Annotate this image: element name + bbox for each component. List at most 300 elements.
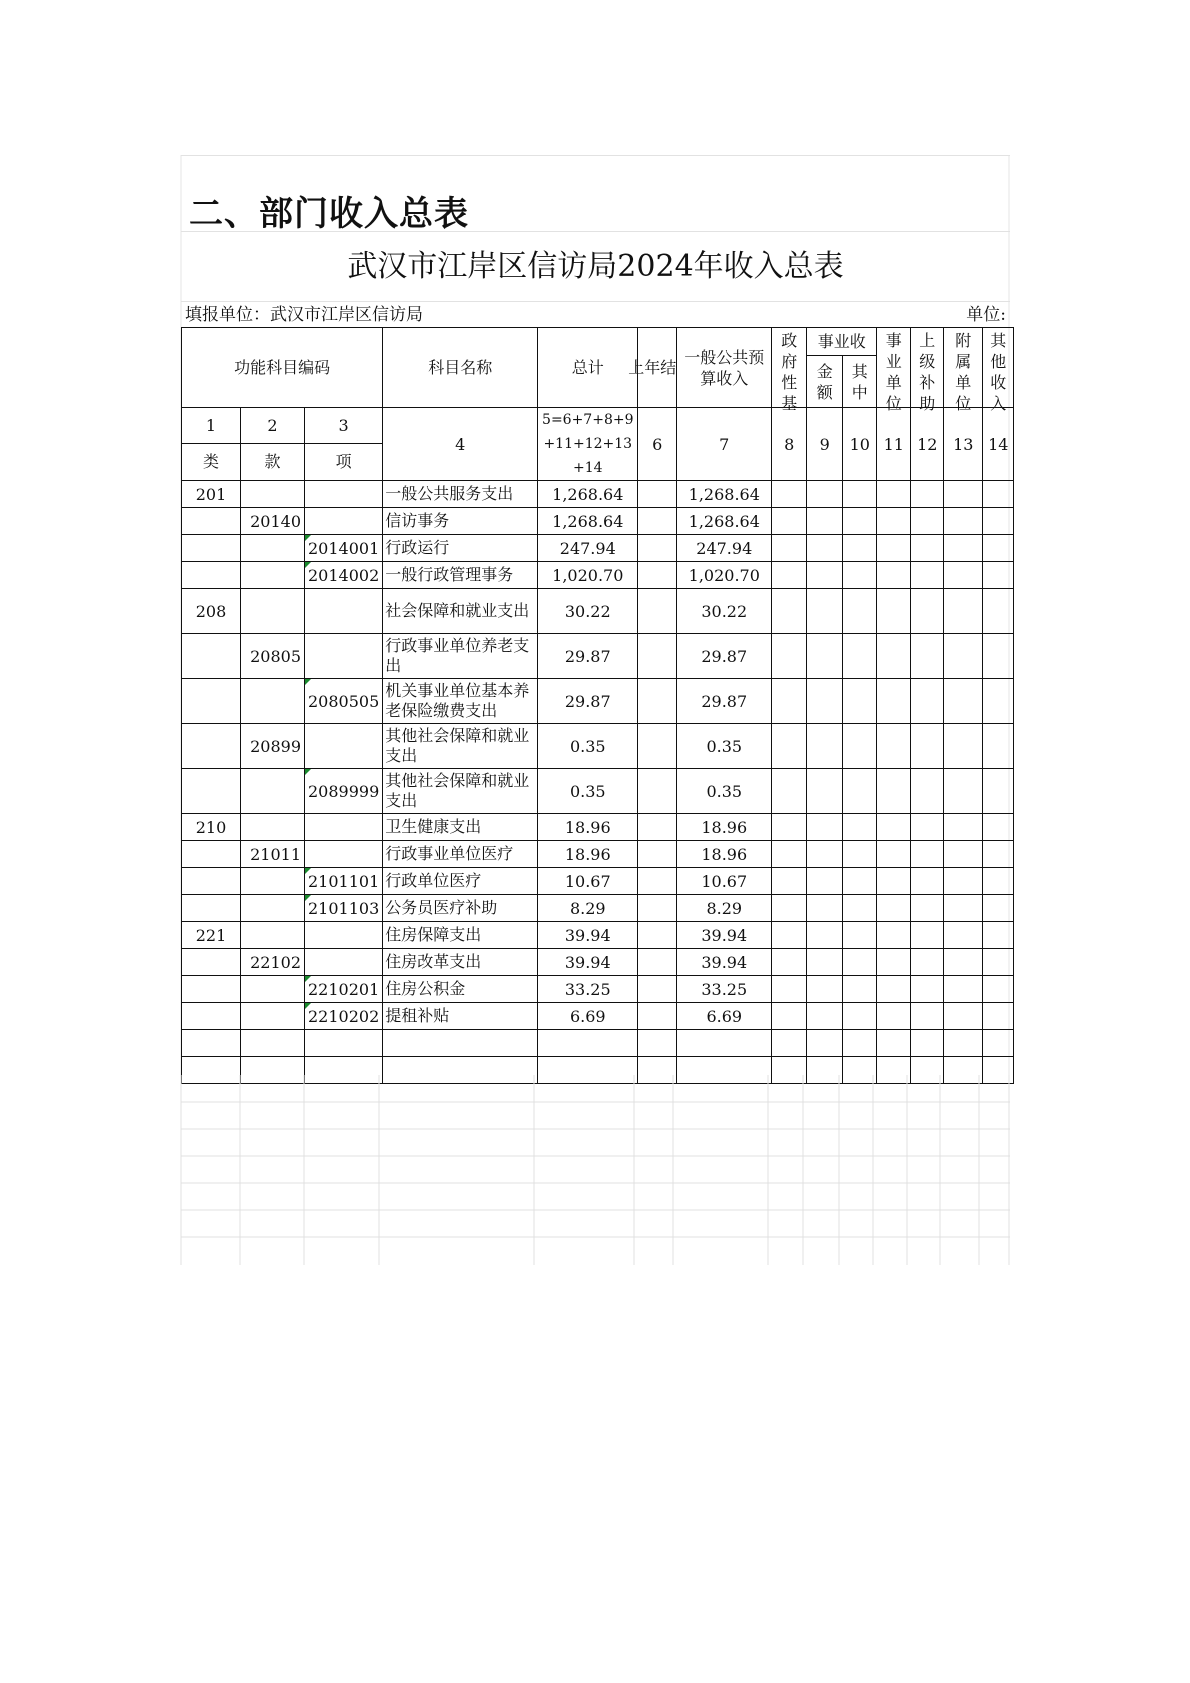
cell-xiang: 2101101 (305, 868, 383, 895)
cell-other-income (983, 589, 1014, 634)
cell-carry (638, 1030, 677, 1057)
cell-career-of-which (843, 508, 877, 535)
cell-affil-unit (944, 508, 983, 535)
cell-lei: 221 (182, 922, 241, 949)
unit-row (181, 301, 1010, 328)
header-affil-unit (944, 328, 983, 413)
cell-gov-fund (772, 922, 807, 949)
cell-other-income (983, 868, 1014, 895)
cell-career-of-which (843, 724, 877, 769)
cell-upper-subsidy (911, 976, 944, 1003)
cell-general-budget: 33.25 (677, 976, 772, 1003)
cell-career-of-which (843, 535, 877, 562)
table-row (182, 769, 1014, 814)
cell-affil-unit (944, 868, 983, 895)
cell-career-unit (877, 949, 911, 976)
cell-total: 18.96 (538, 814, 638, 841)
cell-carry (638, 508, 677, 535)
header-carry (628, 328, 677, 408)
cell-career-amount (807, 589, 843, 634)
cell-upper-subsidy (911, 895, 944, 922)
table-row (182, 562, 1014, 589)
cell-upper-subsidy (911, 724, 944, 769)
table-row (182, 634, 1014, 679)
cell-affil-unit (944, 841, 983, 868)
cell-general-budget: 10.67 (677, 868, 772, 895)
cell-general-budget: 1,020.70 (677, 562, 772, 589)
table-row (182, 724, 1014, 769)
cell-career-unit (877, 535, 911, 562)
cell-lei (182, 895, 241, 922)
cell-general-budget: 247.94 (677, 535, 772, 562)
cell-total: 6.69 (538, 1003, 638, 1030)
cell-career-unit (877, 868, 911, 895)
cell-carry (638, 922, 677, 949)
table-row (182, 841, 1014, 868)
cell-career-amount (807, 769, 843, 814)
cell-other-income (983, 508, 1014, 535)
cell-gov-fund (772, 562, 807, 589)
cell-gov-fund (772, 814, 807, 841)
cell-career-of-which (843, 814, 877, 841)
cell-career-amount (807, 562, 843, 589)
cell-gov-fund (772, 724, 807, 769)
cell-other-income (983, 562, 1014, 589)
cell-other-income (983, 949, 1014, 976)
income-table (181, 327, 1014, 1084)
cell-kuan (241, 679, 305, 724)
cell-kuan (241, 895, 305, 922)
cell-general-budget: 29.87 (677, 679, 772, 724)
header-num-13: 13 (944, 408, 983, 481)
table-row (182, 589, 1014, 634)
cell-general-budget: 29.87 (677, 634, 772, 679)
cell-gov-fund (772, 589, 807, 634)
cell-career-unit (877, 841, 911, 868)
cell-career-unit (877, 1003, 911, 1030)
cell-carry (638, 814, 677, 841)
cell-total: 8.29 (538, 895, 638, 922)
cell-other-income (983, 634, 1014, 679)
cell-subject-name: 一般行政管理事务 (383, 562, 538, 589)
header-subject-name: 科目名称 (383, 328, 538, 408)
cell-carry (638, 769, 677, 814)
cell-career-amount (807, 508, 843, 535)
header-career-income: 事业收 (807, 328, 877, 356)
header-total: 总计 (538, 328, 638, 408)
cell-upper-subsidy (911, 679, 944, 724)
header-general-budget: 一般公共预算收入 (677, 328, 772, 408)
cell-kuan: 20140 (241, 508, 305, 535)
table-row (182, 895, 1014, 922)
cell-career-of-which (843, 679, 877, 724)
cell-affil-unit (944, 976, 983, 1003)
cell-subject-name: 其他社会保障和就业支出 (383, 724, 538, 769)
cell-total: 18.96 (538, 841, 638, 868)
cell-subject-name: 行政事业单位医疗 (383, 841, 538, 868)
cell-career-unit (877, 508, 911, 535)
cell-gov-fund (772, 1003, 807, 1030)
cell-career-amount (807, 949, 843, 976)
cell-career-of-which (843, 922, 877, 949)
cell-kuan (241, 1003, 305, 1030)
cell-career-unit (877, 769, 911, 814)
table-row (182, 679, 1014, 724)
cell-gov-fund (772, 1030, 807, 1057)
cell-career-unit (877, 1030, 911, 1057)
cell-career-amount (807, 814, 843, 841)
cell-other-income (983, 841, 1014, 868)
cell-subject-name: 行政运行 (383, 535, 538, 562)
cell-career-unit (877, 562, 911, 589)
table-row (182, 814, 1014, 841)
header-upper-subsidy (911, 328, 944, 413)
cell-affil-unit (944, 535, 983, 562)
header-num-8: 8 (772, 408, 807, 481)
cell-xiang (305, 589, 383, 634)
table-row (182, 868, 1014, 895)
header-num-10: 10 (843, 408, 877, 481)
cell-lei (182, 868, 241, 895)
cell-gov-fund (772, 508, 807, 535)
empty-grid (181, 1075, 1010, 1265)
cell-gov-fund (772, 895, 807, 922)
cell-xiang: 2210202 (305, 1003, 383, 1030)
cell-xiang (305, 508, 383, 535)
cell-other-income (983, 481, 1014, 508)
cell-total: 10.67 (538, 868, 638, 895)
cell-kuan: 22102 (241, 949, 305, 976)
header-amount (807, 356, 843, 408)
cell-career-of-which (843, 1030, 877, 1057)
cell-affil-unit (944, 679, 983, 724)
cell-xiang (305, 922, 383, 949)
cell-carry (638, 589, 677, 634)
cell-upper-subsidy (911, 535, 944, 562)
cell-lei (182, 769, 241, 814)
cell-career-unit (877, 895, 911, 922)
cell-other-income (983, 922, 1014, 949)
header-num-12: 12 (911, 408, 944, 481)
cell-carry (638, 868, 677, 895)
cell-carry (638, 535, 677, 562)
header-other-income-text: 其他收入 (990, 330, 1007, 413)
cell-subject-name: 信访事务 (383, 508, 538, 535)
cell-career-of-which (843, 868, 877, 895)
cell-other-income (983, 976, 1014, 1003)
cell-upper-subsidy (911, 868, 944, 895)
cell-total: 30.22 (538, 589, 638, 634)
cell-other-income (983, 535, 1014, 562)
cell-other-income (983, 895, 1014, 922)
cell-other-income (983, 1003, 1014, 1030)
header-career-unit-text: 事业单位 (885, 330, 902, 413)
header-lei: 类 (182, 443, 241, 480)
cell-career-amount (807, 1030, 843, 1057)
cell-carry (638, 724, 677, 769)
header-carry-text: 上年结 (628, 358, 677, 377)
cell-carry (638, 634, 677, 679)
cell-affil-unit (944, 949, 983, 976)
cell-gov-fund (772, 949, 807, 976)
cell-career-of-which (843, 481, 877, 508)
section-title (181, 155, 1010, 232)
cell-total: 29.87 (538, 679, 638, 724)
cell-general-budget: 18.96 (677, 814, 772, 841)
cell-career-unit (877, 634, 911, 679)
cell-subject-name (383, 1030, 538, 1057)
header-num-5: 5=6+7+8+9+11+12+13+14 (538, 408, 638, 481)
cell-kuan (241, 769, 305, 814)
cell-upper-subsidy (911, 769, 944, 814)
cell-career-of-which (843, 1003, 877, 1030)
cell-total: 29.87 (538, 634, 638, 679)
cell-lei (182, 841, 241, 868)
header-gov-fund-text: 政府性基 (781, 330, 798, 413)
cell-xiang: 2014001 (305, 535, 383, 562)
cell-general-budget: 0.35 (677, 724, 772, 769)
cell-total: 0.35 (538, 769, 638, 814)
header-num-7: 7 (677, 408, 772, 481)
header-of-which (843, 356, 877, 408)
table-title: 武汉市江岸区信访局2024年收入总表 (181, 231, 1010, 302)
table-row (182, 976, 1014, 1003)
cell-carry (638, 841, 677, 868)
cell-lei (182, 724, 241, 769)
cell-total: 1,268.64 (538, 508, 638, 535)
cell-lei (182, 562, 241, 589)
cell-lei (182, 679, 241, 724)
cell-general-budget: 39.94 (677, 949, 772, 976)
cell-kuan: 20899 (241, 724, 305, 769)
cell-affil-unit (944, 814, 983, 841)
cell-subject-name: 提租补贴 (383, 1003, 538, 1030)
cell-subject-name: 住房保障支出 (383, 922, 538, 949)
cell-kuan (241, 1030, 305, 1057)
cell-career-amount (807, 481, 843, 508)
cell-career-amount (807, 922, 843, 949)
cell-career-of-which (843, 841, 877, 868)
table-row (182, 949, 1014, 976)
cell-total: 0.35 (538, 724, 638, 769)
cell-career-of-which (843, 562, 877, 589)
cell-subject-name: 机关事业单位基本养老保险缴费支出 (383, 679, 538, 724)
cell-other-income (983, 724, 1014, 769)
cell-xiang: 2089999 (305, 769, 383, 814)
cell-xiang: 2210201 (305, 976, 383, 1003)
cell-lei (182, 508, 241, 535)
cell-general-budget: 6.69 (677, 1003, 772, 1030)
cell-kuan (241, 868, 305, 895)
cell-affil-unit (944, 922, 983, 949)
cell-xiang (305, 724, 383, 769)
cell-kuan: 20805 (241, 634, 305, 679)
cell-xiang: 2014002 (305, 562, 383, 589)
cell-gov-fund (772, 535, 807, 562)
cell-xiang (305, 634, 383, 679)
cell-career-amount (807, 895, 843, 922)
cell-career-unit (877, 481, 911, 508)
cell-affil-unit (944, 1003, 983, 1030)
cell-career-amount (807, 724, 843, 769)
cell-xiang (305, 841, 383, 868)
cell-gov-fund (772, 841, 807, 868)
cell-subject-name: 行政单位医疗 (383, 868, 538, 895)
cell-career-of-which (843, 634, 877, 679)
header-gov-fund (772, 328, 807, 413)
cell-subject-name: 社会保障和就业支出 (383, 589, 538, 634)
header-num-11: 11 (877, 408, 911, 481)
cell-kuan (241, 922, 305, 949)
header-num-9: 9 (807, 408, 843, 481)
cell-carry (638, 1003, 677, 1030)
cell-other-income (983, 769, 1014, 814)
cell-xiang (305, 814, 383, 841)
cell-total: 247.94 (538, 535, 638, 562)
header-affil-unit-text: 附属单位 (955, 330, 972, 413)
cell-xiang: 2080505 (305, 679, 383, 724)
cell-kuan (241, 976, 305, 1003)
cell-lei (182, 949, 241, 976)
table-row (182, 508, 1014, 535)
cell-general-budget: 1,268.64 (677, 481, 772, 508)
cell-career-amount (807, 976, 843, 1003)
cell-kuan (241, 535, 305, 562)
cell-lei (182, 976, 241, 1003)
cell-general-budget: 18.96 (677, 841, 772, 868)
cell-career-amount (807, 679, 843, 724)
cell-career-of-which (843, 976, 877, 1003)
cell-career-amount (807, 535, 843, 562)
cell-xiang (305, 1030, 383, 1057)
cell-upper-subsidy (911, 508, 944, 535)
header-num-6: 6 (638, 408, 677, 481)
cell-gov-fund (772, 769, 807, 814)
cell-subject-name: 行政事业单位养老支出 (383, 634, 538, 679)
cell-other-income (983, 1030, 1014, 1057)
cell-career-unit (877, 679, 911, 724)
cell-lei (182, 1030, 241, 1057)
cell-career-unit (877, 814, 911, 841)
table-row (182, 481, 1014, 508)
cell-career-of-which (843, 949, 877, 976)
cell-upper-subsidy (911, 634, 944, 679)
cell-affil-unit (944, 634, 983, 679)
cell-gov-fund (772, 481, 807, 508)
cell-total: 1,020.70 (538, 562, 638, 589)
cell-subject-name: 住房改革支出 (383, 949, 538, 976)
cell-general-budget: 8.29 (677, 895, 772, 922)
table-row (182, 922, 1014, 949)
cell-career-amount (807, 1003, 843, 1030)
cell-total: 39.94 (538, 922, 638, 949)
table-row (182, 535, 1014, 562)
table-row (182, 1003, 1014, 1030)
cell-career-unit (877, 724, 911, 769)
cell-upper-subsidy (911, 949, 944, 976)
cell-upper-subsidy (911, 1030, 944, 1057)
cell-subject-name: 公务员医疗补助 (383, 895, 538, 922)
header-num-4: 4 (383, 408, 538, 481)
cell-kuan (241, 814, 305, 841)
cell-lei: 210 (182, 814, 241, 841)
cell-general-budget: 30.22 (677, 589, 772, 634)
cell-subject-name: 卫生健康支出 (383, 814, 538, 841)
cell-total: 33.25 (538, 976, 638, 1003)
cell-total: 1,268.64 (538, 481, 638, 508)
cell-carry (638, 976, 677, 1003)
cell-xiang: 2101103 (305, 895, 383, 922)
cell-kuan: 21011 (241, 841, 305, 868)
cell-career-of-which (843, 895, 877, 922)
cell-upper-subsidy (911, 814, 944, 841)
cell-gov-fund (772, 634, 807, 679)
cell-lei (182, 634, 241, 679)
header-career-unit (877, 328, 911, 413)
table-body (182, 481, 1014, 1084)
cell-career-amount (807, 841, 843, 868)
fill-unit: 填报单位：武汉市江岸区信访局 (185, 305, 423, 325)
cell-carry (638, 895, 677, 922)
cell-subject-name: 一般公共服务支出 (383, 481, 538, 508)
header-xiang: 项 (305, 443, 383, 480)
cell-gov-fund (772, 868, 807, 895)
cell-xiang (305, 949, 383, 976)
cell-lei: 201 (182, 481, 241, 508)
cell-career-amount (807, 634, 843, 679)
cell-career-unit (877, 922, 911, 949)
cell-upper-subsidy (911, 481, 944, 508)
header-upper-subsidy-text: 上级补助 (919, 330, 936, 413)
cell-career-unit (877, 976, 911, 1003)
cell-other-income (983, 814, 1014, 841)
cell-xiang (305, 481, 383, 508)
header-amount-text: 金额 (816, 361, 833, 402)
cell-upper-subsidy (911, 1003, 944, 1030)
cell-affil-unit (944, 481, 983, 508)
cell-general-budget: 1,268.64 (677, 508, 772, 535)
cell-subject-name: 其他社会保障和就业支出 (383, 769, 538, 814)
cell-upper-subsidy (911, 589, 944, 634)
header-num-1: 1 (182, 408, 241, 444)
cell-affil-unit (944, 562, 983, 589)
cell-general-budget: 39.94 (677, 922, 772, 949)
cell-affil-unit (944, 895, 983, 922)
cell-kuan (241, 481, 305, 508)
cell-subject-name: 住房公积金 (383, 976, 538, 1003)
cell-general-budget (677, 1030, 772, 1057)
header-of-which-text: 其中 (851, 361, 868, 402)
cell-general-budget: 0.35 (677, 769, 772, 814)
cell-affil-unit (944, 589, 983, 634)
cell-carry (638, 679, 677, 724)
cell-lei (182, 1003, 241, 1030)
header-other-income (983, 328, 1014, 413)
cell-affil-unit (944, 1030, 983, 1057)
cell-gov-fund (772, 679, 807, 724)
cell-carry (638, 562, 677, 589)
table-row (182, 1030, 1014, 1057)
header-num-3: 3 (305, 408, 383, 444)
cell-carry (638, 481, 677, 508)
section-title-text: 二、部门收入总表 (189, 194, 469, 234)
cell-affil-unit (944, 724, 983, 769)
cell-kuan (241, 562, 305, 589)
cell-upper-subsidy (911, 922, 944, 949)
cell-upper-subsidy (911, 841, 944, 868)
unit-label: 单位: (966, 305, 1006, 325)
cell-career-amount (807, 868, 843, 895)
